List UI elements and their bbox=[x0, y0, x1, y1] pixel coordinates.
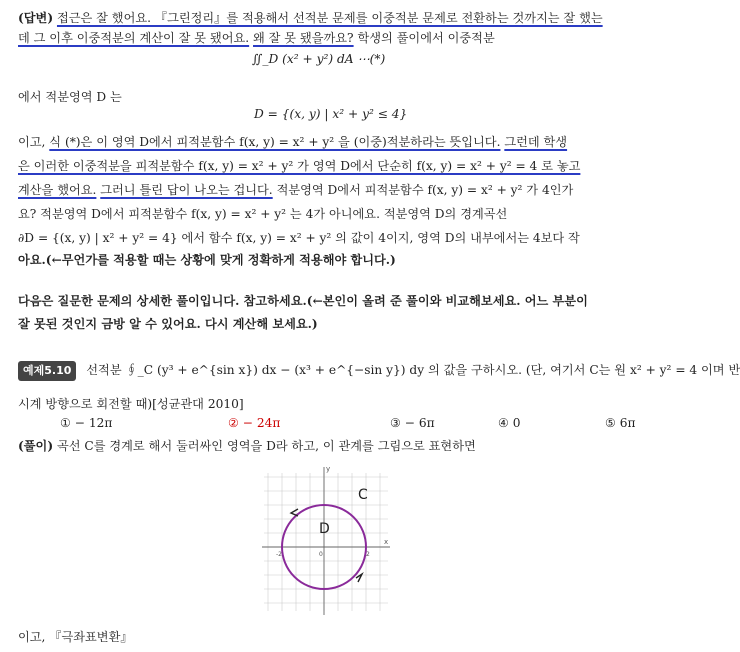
para2-text-1b: 식 (*)은 이 영역 D에서 피적분함수 f(x, y) = x² + y² 을 (이중)적분하라는 뜻입니다. bbox=[49, 135, 501, 149]
pos2-label: 2 bbox=[366, 551, 370, 558]
para2-line-1 bbox=[18, 133, 567, 151]
para2-line-2 bbox=[18, 157, 580, 175]
circle-graph bbox=[258, 461, 398, 621]
answer-line-1 bbox=[18, 9, 603, 27]
y-label: y bbox=[326, 465, 331, 473]
para2-text-1c: 그런데 학생 bbox=[504, 135, 568, 149]
para3-line-1: 다음은 질문한 문제의 상세한 풀이입니다. 참고하세요.(←본인이 올려 준 풀이와 비교해보세요. 어느 부분이 bbox=[18, 294, 588, 308]
para2-line-5: ∂D = {(x, y) | x² + y² = 4} 에서 함수 f(x, y) = x² + y² 의 값이 4이지, 영역 D의 내부에서는 4보다 작 bbox=[18, 231, 580, 245]
answer-text-2c: 학생의 풀이에서 이중적분 bbox=[357, 31, 495, 45]
solution-text: 곡선 C를 경계로 해서 둘러싸인 영역을 D라 하고, 이 관계를 그림으로 표현하면 bbox=[56, 439, 476, 453]
choice-5: ⑤ 6π bbox=[605, 416, 636, 430]
choice-1: ① − 12π bbox=[60, 416, 113, 430]
para2-text-3b: 그러니 틀린 답이 나오는 겁니다. bbox=[100, 183, 273, 197]
answer-label: (답변) bbox=[18, 11, 54, 25]
para2-text-3a: 계산을 했어요. bbox=[18, 183, 97, 197]
choice-2: ② − 24π bbox=[228, 416, 281, 430]
para2-text-3c: 적분영역 D에서 피적분함수 f(x, y) = x² + y² 가 4인가 bbox=[276, 183, 574, 197]
solution-line bbox=[18, 437, 476, 455]
x-label: x bbox=[384, 538, 389, 546]
domain-intro: 에서 적분영역 D 는 bbox=[18, 90, 122, 104]
origin-label: 0 bbox=[319, 551, 323, 558]
para3-line-2: 잘 못된 것인지 금방 알 수 있어요. 다시 계산해 보세요.) bbox=[18, 317, 318, 331]
arrow-top-left-icon bbox=[291, 509, 298, 516]
answer-text-2a: 데 그 이후 이중적분의 계산이 잘 못 됐어요. bbox=[18, 31, 250, 45]
para2-line-4: 요? 적분영역 D에서 피적분함수 f(x, y) = x² + y² 는 4가 아니에요. 적분영역 D의 경계곡선 bbox=[18, 207, 508, 221]
example-text-1: 선적분 ∮_C (y³ + e^{sin x}) dx − (x³ + e^{−sin y}) dy 의 값을 구하시오. (단, 여기서 C는 원 x² + y² = 4 이며 반 bbox=[86, 363, 740, 377]
para2-line-6: 아요.(←무언가를 적용할 때는 상황에 맞게 정확하게 적용해야 합니다.) bbox=[18, 253, 396, 267]
answer-line-2 bbox=[18, 29, 495, 47]
integral-expression: ∬_D (x² + y²) dA ⋯(*) bbox=[252, 52, 386, 66]
example-line-2: 시계 방향으로 회전할 때)[성균관대 2010] bbox=[18, 397, 244, 411]
para2-line-3 bbox=[18, 181, 573, 199]
domain-expression: D = {(x, y) | x² + y² ≤ 4} bbox=[254, 107, 408, 121]
choice-3: ③ − 6π bbox=[390, 416, 435, 430]
example-badge: 예제5.10 bbox=[18, 361, 76, 381]
para2-text-1a: 이고, bbox=[18, 135, 46, 149]
neg2-label: -2 bbox=[276, 551, 282, 558]
c-label: C bbox=[358, 487, 368, 503]
d-label: D bbox=[319, 521, 330, 537]
answer-text-1: 접근은 잘 했어요. 『그린정리』를 적용해서 선적분 문제를 이중적분 문제로 전환하는 것까지는 잘 했는 bbox=[56, 11, 603, 25]
answer-text-2b: 왜 잘 못 됐을까요? bbox=[253, 31, 354, 45]
para2-text-2: 은 이러한 이중적분을 피적분함수 f(x, y) = x² + y² 가 영역 D에서 단순히 f(x, y) = x² + y² = 4 로 놓고 bbox=[18, 159, 581, 173]
example-line-1 bbox=[18, 361, 740, 381]
solution-label: (풀이) bbox=[18, 439, 54, 453]
choice-4: ④ 0 bbox=[498, 416, 521, 430]
last-line: 이고, 『극좌표변환』 bbox=[18, 630, 133, 644]
